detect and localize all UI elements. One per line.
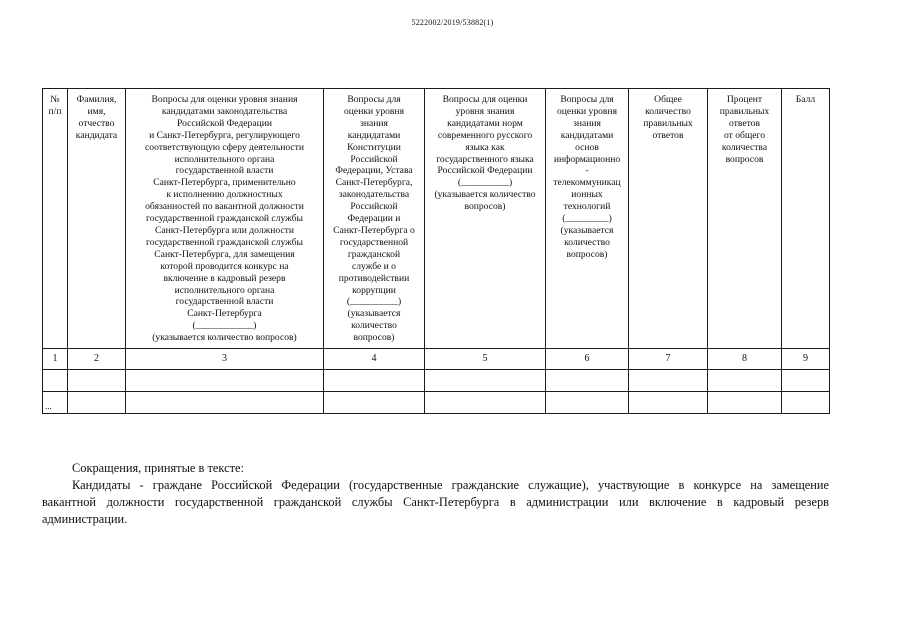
header-line: -	[585, 165, 589, 177]
header-line: (указывается	[347, 308, 401, 320]
table-cell	[425, 370, 546, 392]
table-row	[43, 392, 830, 414]
column-number: 6	[546, 349, 629, 370]
table-cell	[708, 370, 782, 392]
header-line: Федерации и	[347, 213, 401, 225]
table-row	[43, 370, 830, 392]
header-line: которой проводится конкурс на	[160, 260, 289, 272]
table-cell	[782, 370, 830, 392]
column-number: 8	[708, 349, 782, 370]
header-line: включение в кадровый резерв	[163, 272, 286, 284]
column-number: 1	[43, 349, 68, 370]
header-line: гражданской	[347, 248, 401, 260]
header-line: кандидатами норм	[447, 117, 523, 129]
header-line: уровня знания	[455, 105, 515, 117]
header-line: знания	[573, 117, 601, 129]
header-row	[43, 89, 830, 349]
header-line: количества	[721, 141, 768, 153]
header-line: телекоммуникац	[553, 177, 621, 189]
column-number: 4	[324, 349, 425, 370]
candidate-assessment-table	[42, 88, 830, 414]
header-line: Фамилия,	[76, 94, 117, 105]
header-line: (____________)	[192, 320, 257, 332]
header-line: оценки уровня	[557, 105, 617, 117]
header-line: Санкт-Петербурга	[187, 308, 262, 320]
header-line: кандидатами законодательства	[161, 105, 288, 117]
header-line: количество	[645, 105, 691, 117]
abbreviations-section	[42, 460, 829, 528]
header-line: исполнительного органа	[174, 284, 275, 296]
header-line: вопросов)	[353, 332, 395, 344]
header-line: технологий	[563, 201, 611, 213]
table-cell	[425, 392, 546, 414]
column-number: 9	[782, 349, 830, 370]
table-cell	[324, 392, 425, 414]
header-line: языка как	[465, 141, 505, 153]
table-cell	[708, 392, 782, 414]
header-line: Российской Федерации	[437, 165, 533, 177]
header-line: государственной власти	[175, 296, 274, 308]
table-cell	[629, 392, 708, 414]
header-line: оценки уровня	[344, 105, 404, 117]
table-cell: ...	[43, 392, 68, 414]
header-line: Процент	[726, 94, 763, 105]
header-line: Конституции	[347, 141, 401, 153]
table-cell	[546, 392, 629, 414]
header-line: вопросов)	[566, 248, 608, 260]
column-number-row	[43, 349, 830, 370]
header-cell	[708, 89, 782, 349]
header-line: коррупции	[352, 284, 396, 296]
header-cell	[68, 89, 126, 349]
column-number: 3	[126, 349, 324, 370]
column-number: 7	[629, 349, 708, 370]
header-line: государственной гражданской службы	[146, 236, 303, 248]
header-line: службе и о	[352, 260, 396, 272]
header-line: Балл	[795, 94, 816, 105]
header-cell	[43, 89, 68, 349]
header-line: количество	[564, 236, 610, 248]
header-line: государственного языка	[436, 153, 534, 165]
header-line: (_________)	[562, 213, 612, 225]
header-cell	[629, 89, 708, 349]
header-line: Вопросы для	[560, 94, 614, 105]
header-line: Санкт-Петербурга о	[333, 224, 415, 236]
header-line: и Санкт-Петербурга, регулирующего	[149, 129, 300, 141]
header-line: Российской	[350, 153, 398, 165]
header-line: отчество	[78, 117, 115, 129]
header-cell	[425, 89, 546, 349]
header-line: Санкт-Петербурга,	[335, 177, 413, 189]
header-line: государственной власти	[175, 165, 274, 177]
header-line: правильных	[719, 105, 770, 117]
header-line: Вопросы для	[347, 94, 401, 105]
header-line: к исполнению должностных	[166, 189, 283, 201]
header-line: обязанностей по вакантной должности	[145, 201, 304, 213]
table-cell	[324, 370, 425, 392]
header-line: ответов	[729, 117, 760, 129]
table-cell	[126, 370, 324, 392]
header-line: государственной	[339, 236, 409, 248]
header-line: (указывается количество вопросов)	[152, 332, 297, 344]
header-line: правильных	[643, 117, 693, 129]
header-line: Вопросы для оценки уровня знания	[151, 94, 298, 105]
header-line: законодательства	[338, 189, 410, 201]
header-line: от общего	[723, 129, 766, 141]
header-line: основ	[575, 141, 599, 153]
abbreviations-heading: Сокращения, принятые в тексте:	[72, 461, 244, 475]
header-line: информационно	[553, 153, 621, 165]
table-cell	[546, 370, 629, 392]
header-line: знания	[360, 117, 388, 129]
header-line: современного русского	[437, 129, 533, 141]
table-cell	[68, 392, 126, 414]
header-cell	[324, 89, 425, 349]
table-cell	[43, 370, 68, 392]
header-line: (__________)	[457, 177, 513, 189]
header-line: Санкт-Петербурга, применительно	[153, 177, 296, 189]
table-cell	[782, 392, 830, 414]
header-cell	[546, 89, 629, 349]
header-line: п/п	[48, 105, 62, 117]
column-number: 2	[68, 349, 126, 370]
header-line: кандидата	[75, 129, 118, 141]
header-line: Общее	[654, 94, 682, 105]
header-line: (указывается	[560, 224, 614, 236]
header-line: исполнительного органа	[174, 153, 275, 165]
header-line: №	[50, 94, 60, 105]
header-cell	[126, 89, 324, 349]
table-cell	[629, 370, 708, 392]
header-line: Российской	[350, 201, 398, 213]
header-line: Санкт-Петербурга или должности	[154, 224, 295, 236]
abbreviations-definition: Кандидаты - граждане Российской Федерации (государственные гражданские служащие), участвующие в конкурсе на замещение вакантной должности государственной гражданской службы Санкт-Петербурга в администрации или включение в кадровый резерв администрации.	[42, 478, 829, 526]
header-line: Российской Федерации	[177, 117, 272, 129]
header-line: ионных	[571, 189, 603, 201]
header-line: Санкт-Петербурга, для замещения	[154, 248, 295, 260]
header-line: (__________)	[346, 296, 402, 308]
header-line: ответов	[652, 129, 684, 141]
column-number: 5	[425, 349, 546, 370]
header-line: кандидатами	[347, 129, 401, 141]
header-line: кандидатами	[560, 129, 614, 141]
table-cell	[126, 392, 324, 414]
header-line: противодействии	[338, 272, 410, 284]
document-id: 5222002/2019/53882(1)	[411, 18, 494, 27]
header-line: Вопросы для оценки	[442, 94, 528, 105]
header-cell	[782, 89, 830, 349]
header-line: Федерации, Устава	[335, 165, 413, 177]
header-line: государственной гражданской службы	[146, 213, 303, 225]
header-line: количество	[351, 320, 397, 332]
header-line: (указывается количество	[434, 189, 536, 201]
header-line: соответствующую сферу деятельности	[145, 141, 304, 153]
table-cell	[68, 370, 126, 392]
header-line: вопросов	[725, 153, 764, 165]
header-line: имя,	[87, 105, 106, 117]
header-line: вопросов)	[464, 201, 506, 213]
